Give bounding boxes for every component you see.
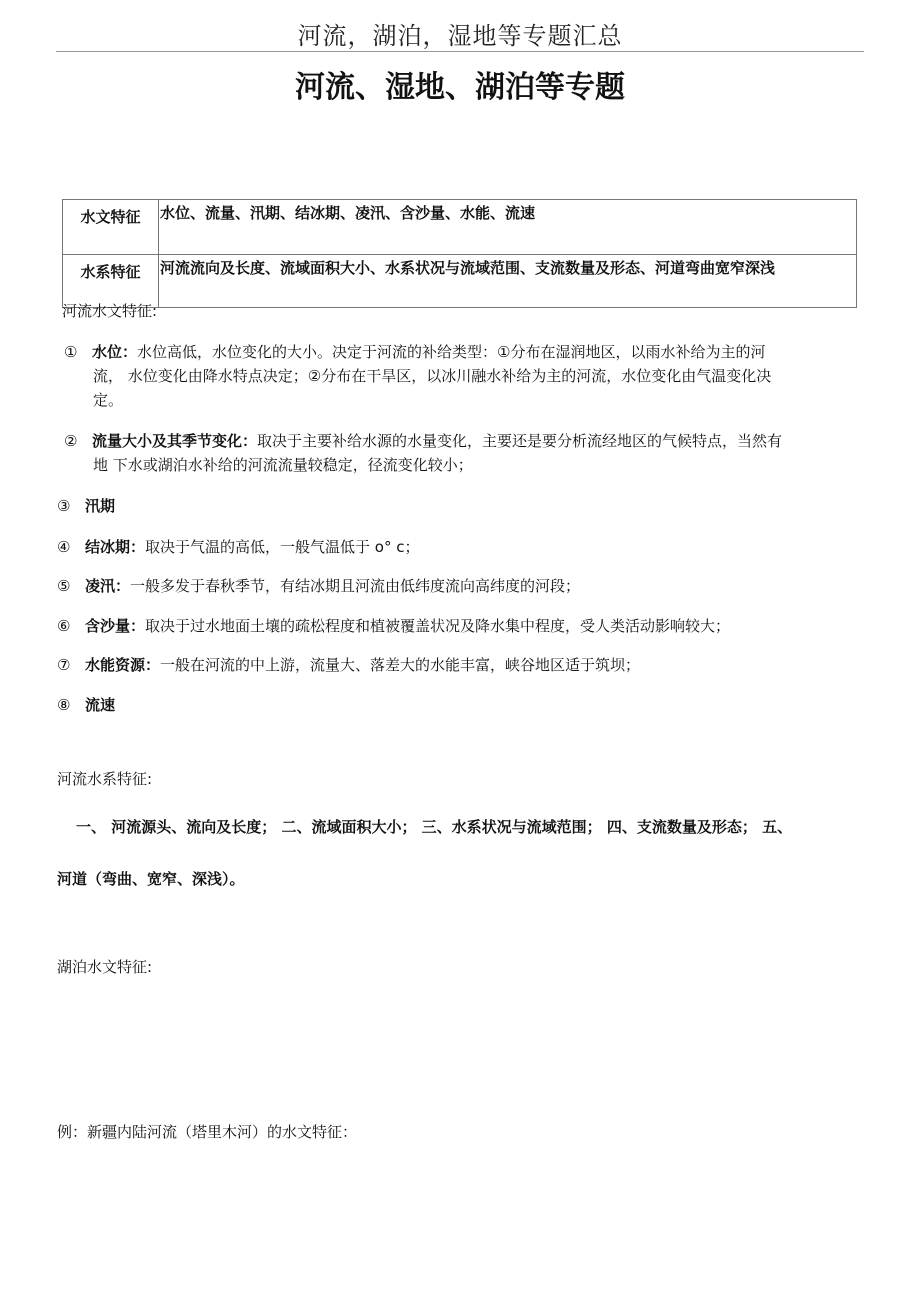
item-title: 含沙量： bbox=[85, 617, 146, 635]
table-label-system: 水系特征 bbox=[63, 255, 159, 308]
list-item bbox=[64, 429, 854, 477]
list-item bbox=[57, 574, 580, 598]
list-item bbox=[57, 693, 115, 717]
page-title: 河流、湿地、湖泊等专题 bbox=[295, 70, 625, 105]
item-text: 取决于主要补给水源的水量变化，主要还是要分析流经地区的气候特点，当然有 bbox=[257, 432, 783, 450]
item-title: 流量大小及其季节变化： bbox=[92, 432, 258, 450]
item-text: 定。 bbox=[93, 391, 124, 409]
item-text: 一般在河流的中上游，流量大、落差大的水能丰富，峡谷地区适于筑坝； bbox=[160, 656, 641, 674]
item-title: 水能资源： bbox=[85, 656, 161, 674]
table-label-hydrology: 水文特征 bbox=[63, 200, 159, 255]
item-title: 流速 bbox=[85, 696, 116, 714]
item-text: 地 下水或湖泊水补给的河流流量较稳定，径流变化较小； bbox=[93, 456, 473, 474]
item-text: 取决于气温的高低，一般气温低于 o° c； bbox=[145, 538, 420, 556]
item-title: 结冰期： bbox=[85, 538, 146, 556]
item-text: 一般多发于春秋季节，有结冰期且河流由低纬度流向高纬度的河段； bbox=[130, 577, 581, 595]
example-heading: 例：新疆内陆河流（塔里木河）的水文特征： bbox=[57, 1123, 358, 1141]
item-number: ⑥ bbox=[57, 617, 71, 635]
item-number: ⑦ bbox=[57, 656, 71, 674]
item-text: 流， 水位变化由降水特点决定；②分布在干旱区，以冰川融水补给为主的河流，水位变化由气温变化决 bbox=[93, 367, 772, 385]
table-row bbox=[63, 200, 857, 255]
item-number: ③ bbox=[57, 497, 71, 515]
list-item bbox=[57, 614, 730, 638]
item-number: ⑤ bbox=[57, 577, 71, 595]
feature-table bbox=[62, 199, 857, 308]
table-value-hydrology: 水位、流量、汛期、结冰期、凌汛、含沙量、水能、流速 bbox=[159, 200, 857, 255]
river-system-heading: 河流水系特征: bbox=[57, 770, 153, 788]
item-title: 水位： bbox=[92, 343, 138, 361]
river-system-line: 一、 河流源头、流向及长度； 二、流域面积大小； 三、水系状况与流域范围； 四、支流数量及形态； 五、 bbox=[76, 818, 793, 836]
item-title: 凌汛： bbox=[85, 577, 131, 595]
table-row bbox=[63, 255, 857, 308]
item-number: ① bbox=[64, 343, 78, 361]
header-divider bbox=[56, 51, 864, 52]
list-item bbox=[57, 494, 115, 518]
list-item bbox=[57, 653, 640, 677]
lake-hydrology-heading: 湖泊水文特征: bbox=[57, 958, 153, 976]
river-hydrology-heading: 河流水文特征: bbox=[62, 302, 158, 320]
river-system-line: 河道（弯曲、宽窄、深浅）。 bbox=[57, 870, 245, 888]
item-number: ⑧ bbox=[57, 696, 71, 714]
item-title: 汛期 bbox=[85, 497, 116, 515]
table-value-system: 河流流向及长度、流域面积大小、水系状况与流域范围、支流数量及形态、河道弯曲宽窄深浅 bbox=[159, 255, 857, 308]
list-item bbox=[57, 535, 419, 559]
item-number: ② bbox=[64, 432, 78, 450]
item-number: ④ bbox=[57, 538, 71, 556]
item-text: 水位高低，水位变化的大小。决定于河流的补给类型：①分布在湿润地区，以雨水补给为主的河 bbox=[137, 343, 766, 361]
header-title: 河流，湖泊，湿地等专题汇总 bbox=[297, 22, 623, 50]
item-text: 取决于过水地面土壤的疏松程度和植被覆盖状况及降水集中程度，受人类活动影响较大； bbox=[145, 617, 731, 635]
list-item bbox=[64, 340, 854, 412]
